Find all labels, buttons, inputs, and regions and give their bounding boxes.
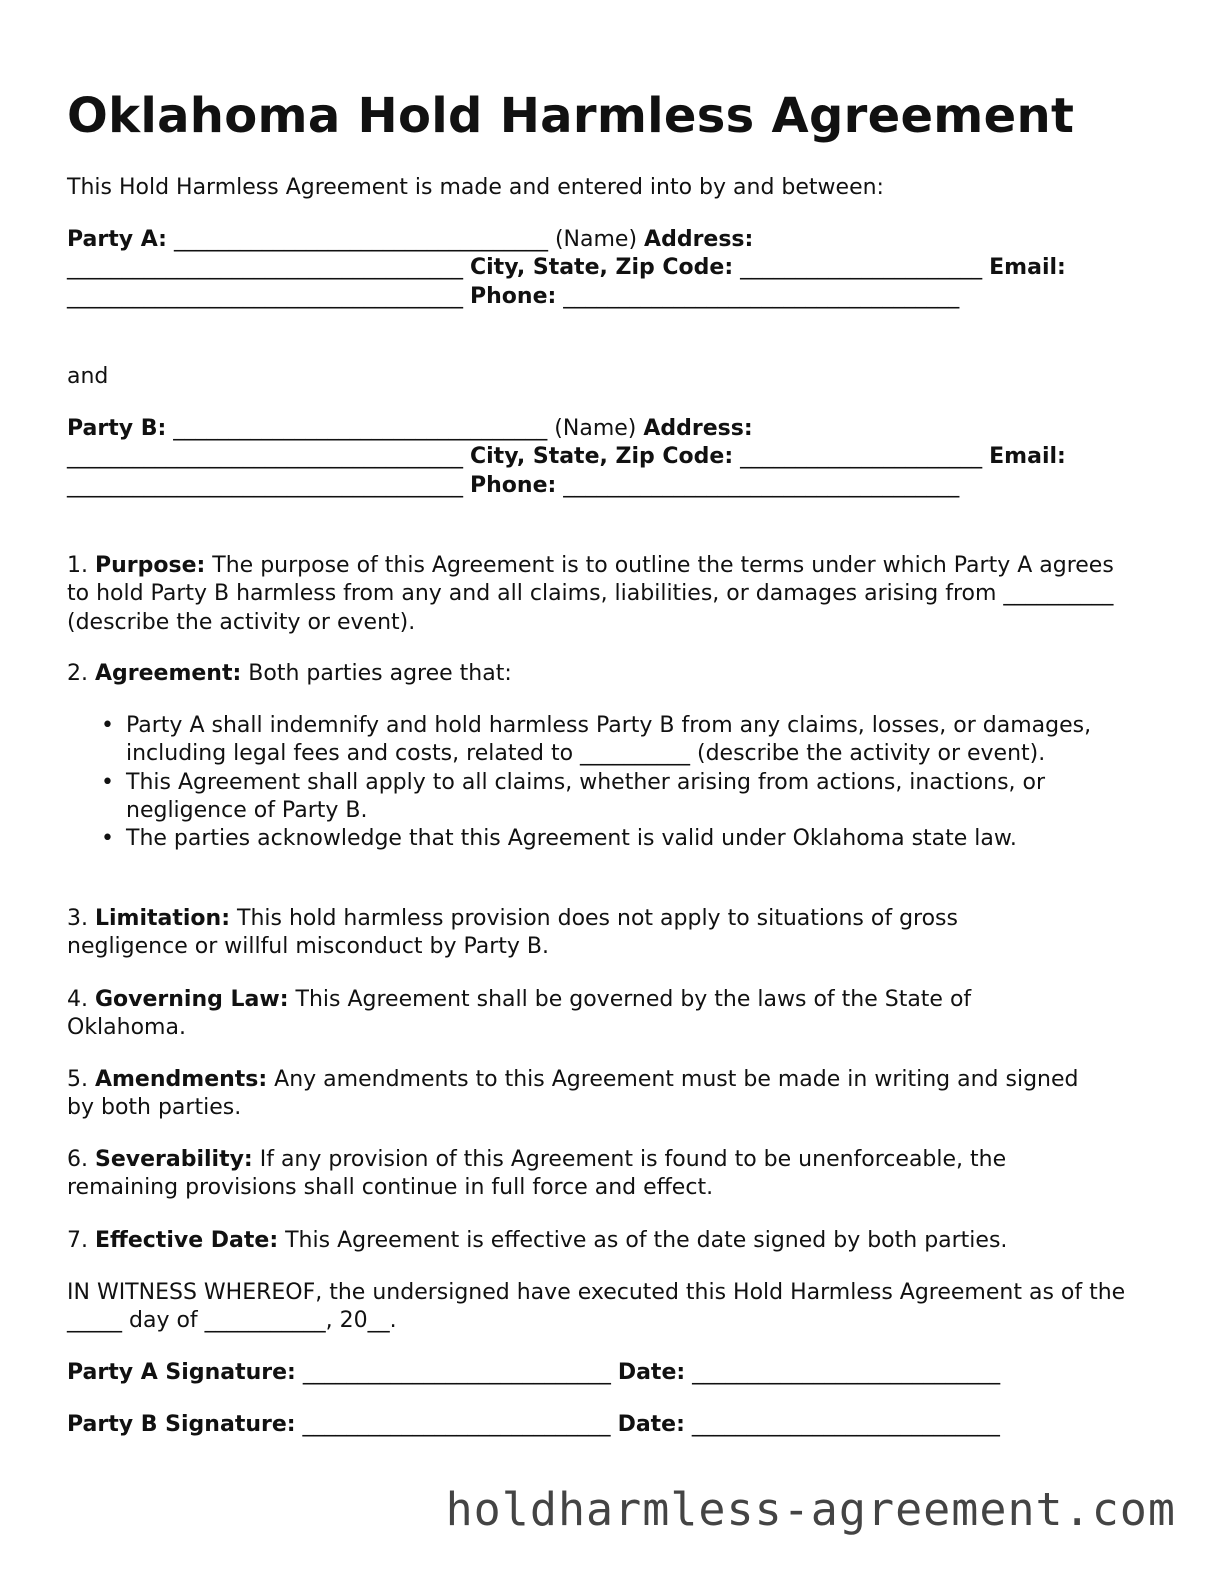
section-text: This Agreement shall be governed by the laws of the State of Oklahoma. <box>67 987 972 1041</box>
agreement-bullet-list <box>67 712 1136 853</box>
party-a-city-blank: ______________________ <box>733 255 990 281</box>
party-a-address-blank: ____________________________________ <box>67 255 470 281</box>
section-heading: Purpose: <box>94 553 206 578</box>
party-a-signature-label: Party A Signature: <box>67 1360 296 1385</box>
witness-clause: IN WITNESS WHEREOF, the undersigned have executed this Hold Harmless Agreement as of the _____ day of ___________, 20__. <box>67 1280 1126 1334</box>
party-a-signature-blank[interactable]: ____________________________ <box>295 1360 618 1385</box>
party-b-email-blank: ____________________________________ <box>67 472 470 498</box>
and-text: and <box>67 364 109 389</box>
page-title: Oklahoma Hold Harmless Agreement <box>67 88 1075 144</box>
section-number: 1. <box>67 553 95 578</box>
section-governing-law <box>67 986 1067 1043</box>
party-b-phone-blank: ____________________________________ <box>556 472 960 498</box>
section-limitation <box>67 905 1067 962</box>
party-a-city-label: City, State, Zip Code: <box>470 255 734 281</box>
list-item: • This Agreement shall apply to all claims, whether arising from actions, inactions, or negligence of Party B. <box>67 769 1136 826</box>
section-heading: Agreement: <box>94 661 242 686</box>
party-a-phone-label: Phone: <box>470 283 557 309</box>
party-b-address-label: Address: <box>643 416 753 441</box>
party-b-date-blank[interactable]: ____________________________ <box>684 1412 1000 1437</box>
party-b-email-label: Email: <box>989 444 1066 470</box>
section-number: 5. <box>67 1067 95 1092</box>
section-text: The purpose of this Agreement is to outline the terms under which Party A agrees to hold Party B harmless from any and all claims, liabilities, or damages arising from __________ (describe the activity or event). <box>67 553 1114 635</box>
section-purpose <box>67 552 1127 637</box>
section-agreement <box>67 660 512 688</box>
party-a-address-label: Address: <box>644 227 754 252</box>
party-b-address-blank: ____________________________________ <box>67 444 470 470</box>
section-text: This Agreement is effective as of the date signed by both parties. <box>278 1228 1008 1253</box>
section-number: 6. <box>67 1147 95 1172</box>
party-a-date-blank[interactable]: ____________________________ <box>685 1360 1001 1385</box>
party-a-name-blank: __________________________________ (Name) <box>166 227 645 252</box>
section-text: Any amendments to this Agreement must be made in writing and signed by both parties. <box>67 1067 1079 1121</box>
party-a-email-blank: ____________________________________ <box>67 283 470 309</box>
section-heading: Severability: <box>94 1147 253 1172</box>
party-b-block <box>67 415 1107 500</box>
section-number: 3. <box>67 906 95 931</box>
party-b-signature-label: Party B Signature: <box>67 1412 296 1437</box>
party-a-label: Party A: <box>67 227 167 252</box>
party-a-block <box>67 226 1107 311</box>
list-item: • The parties acknowledge that this Agreement is valid under Oklahoma state law. <box>67 825 1136 853</box>
section-heading: Effective Date: <box>94 1228 279 1253</box>
section-number: 4. <box>67 987 95 1012</box>
section-number: 2. <box>67 661 95 686</box>
party-b-city-blank: ______________________ <box>733 444 990 470</box>
party-b-phone-label: Phone: <box>470 472 557 498</box>
section-effective-date <box>67 1227 1127 1255</box>
section-heading: Amendments: <box>94 1067 268 1092</box>
party-a-signature-line <box>67 1359 1000 1387</box>
intro-text: This Hold Harmless Agreement is made and entered into by and between: <box>67 175 884 200</box>
section-amendments <box>67 1066 1097 1123</box>
party-a-email-label: Email: <box>989 255 1066 281</box>
party-b-city-label: City, State, Zip Code: <box>470 444 734 470</box>
list-item: • Party A shall indemnify and hold harmless Party B from any claims, losses, or damages, including legal fees and costs, related to __________ (describe the activity or event). <box>67 712 1136 769</box>
section-text: This hold harmless provision does not apply to situations of gross negligence or willful misconduct by Party B. <box>67 906 958 960</box>
party-b-name-blank: __________________________________ (Name) <box>166 416 644 441</box>
section-heading: Governing Law: <box>94 987 289 1012</box>
section-text: Both parties agree that: <box>241 661 512 686</box>
section-text: If any provision of this Agreement is found to be unenforceable, the remaining provisions shall continue in full force and effect. <box>67 1147 1007 1201</box>
party-b-date-label: Date: <box>617 1412 685 1437</box>
party-b-label: Party B: <box>67 416 167 441</box>
party-b-signature-line <box>67 1411 1000 1439</box>
party-a-phone-blank: ____________________________________ <box>556 283 960 309</box>
section-heading: Limitation: <box>94 906 231 931</box>
section-severability <box>67 1146 1107 1203</box>
party-a-date-label: Date: <box>617 1360 686 1385</box>
section-number: 7. <box>67 1228 95 1253</box>
site-watermark: holdharmless-agreement.com <box>445 1483 1176 1536</box>
party-b-signature-blank[interactable]: ____________________________ <box>295 1412 618 1437</box>
